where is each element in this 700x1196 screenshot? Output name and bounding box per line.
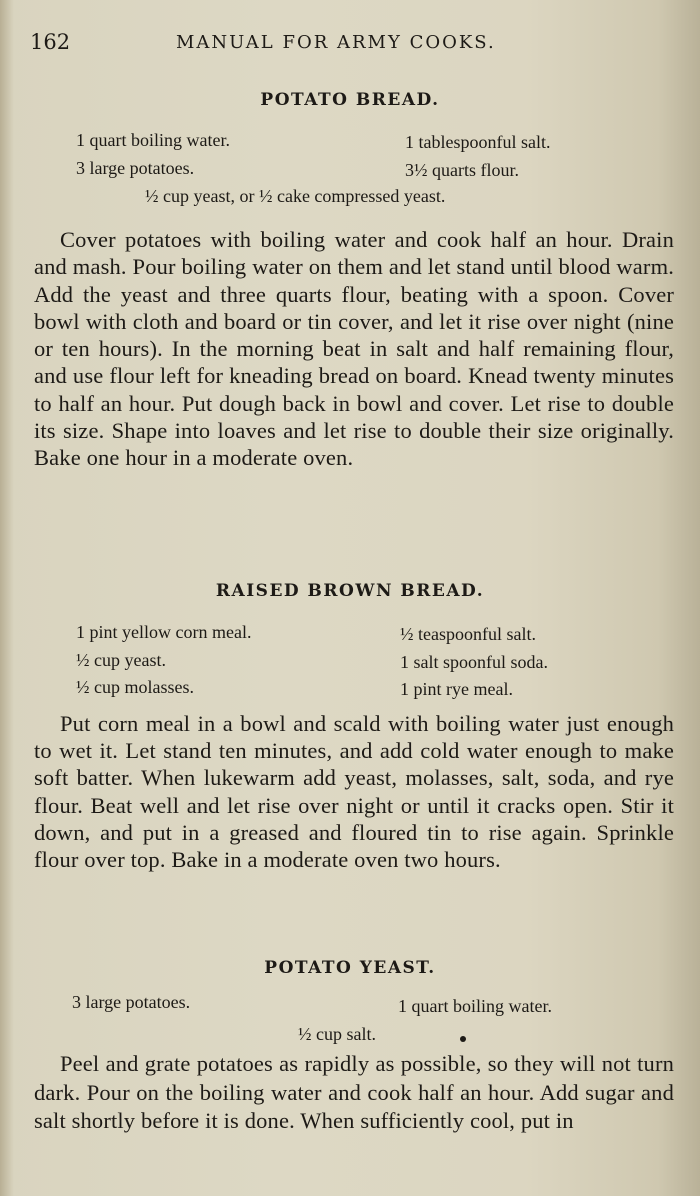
ingredient: ½ teaspoonful salt.	[400, 624, 536, 644]
ingredient: ½ cup yeast, or ½ cake compressed yeast.	[145, 186, 446, 206]
ink-speck	[460, 1036, 466, 1042]
ingredient: 1 quart boiling water.	[76, 130, 230, 150]
ingredient: 1 quart boiling water.	[398, 996, 552, 1016]
ingredient: 3½ quarts flour.	[405, 160, 519, 180]
recipe-method-potato-bread: Cover potatoes with boiling water and cook half an hour. Drain and mash. Pour boiling water on them and let stand until blood warm. Add the yeast and three quarts flour, beating with a spoon. Cover bowl with cloth and board or tin cover, and let it rise over night (nine or ten hours). In the morning beat in salt and half remaining flour, and use flour left for kneading bread on board. Knead twenty minutes to half an hour. Put dough back in bowl and cover. Let rise to double its size. Shape into loaves and let rise to double their size originally. Bake one hour in a moderate oven.	[34, 227, 674, 471]
ingredient: 3 large potatoes.	[76, 158, 195, 178]
running-title: MANUAL FOR ARMY COOKS.	[176, 32, 496, 53]
page-number: 162	[30, 30, 71, 54]
ingredient: 1 pint rye meal.	[400, 679, 513, 699]
recipe-title-potato-yeast: POTATO YEAST.	[264, 958, 436, 978]
ingredient: 3 large potatoes.	[72, 992, 191, 1012]
ingredient: ½ cup salt.	[298, 1024, 376, 1044]
recipe-method-raised-brown-bread: Put corn meal in a bowl and scald with boiling water just enough to wet it. Let stand ten minutes, and add cold water enough to make soft batter. When lukewarm add yeast, molasses, salt, soda, and rye flour. Beat well and let rise over night or until it cracks open. Stir it down, and put in a greased and floured tin to rise again. Sprinkle flour over top. Bake in a moderate oven two hours.	[34, 711, 674, 873]
ingredient: ½ cup yeast.	[76, 650, 166, 670]
ingredient: 1 tablespoonful salt.	[405, 132, 551, 152]
recipe-title-raised-brown-bread: RAISED BROWN BREAD.	[215, 581, 485, 601]
recipe-method-potato-yeast: Peel and grate potatoes as rapidly as possible, so they will not turn dark. Pour on the boiling water and cook half an hour. Add sugar and salt shortly before it is done. When sufficiently cool, put in	[34, 1051, 674, 1133]
ingredient: ½ cup molasses.	[76, 677, 194, 697]
running-head	[26, 30, 660, 60]
recipe-title-potato-bread: POTATO BREAD.	[260, 90, 440, 110]
ingredient: 1 salt spoonful soda.	[400, 652, 548, 672]
ingredient: 1 pint yellow corn meal.	[76, 622, 252, 642]
